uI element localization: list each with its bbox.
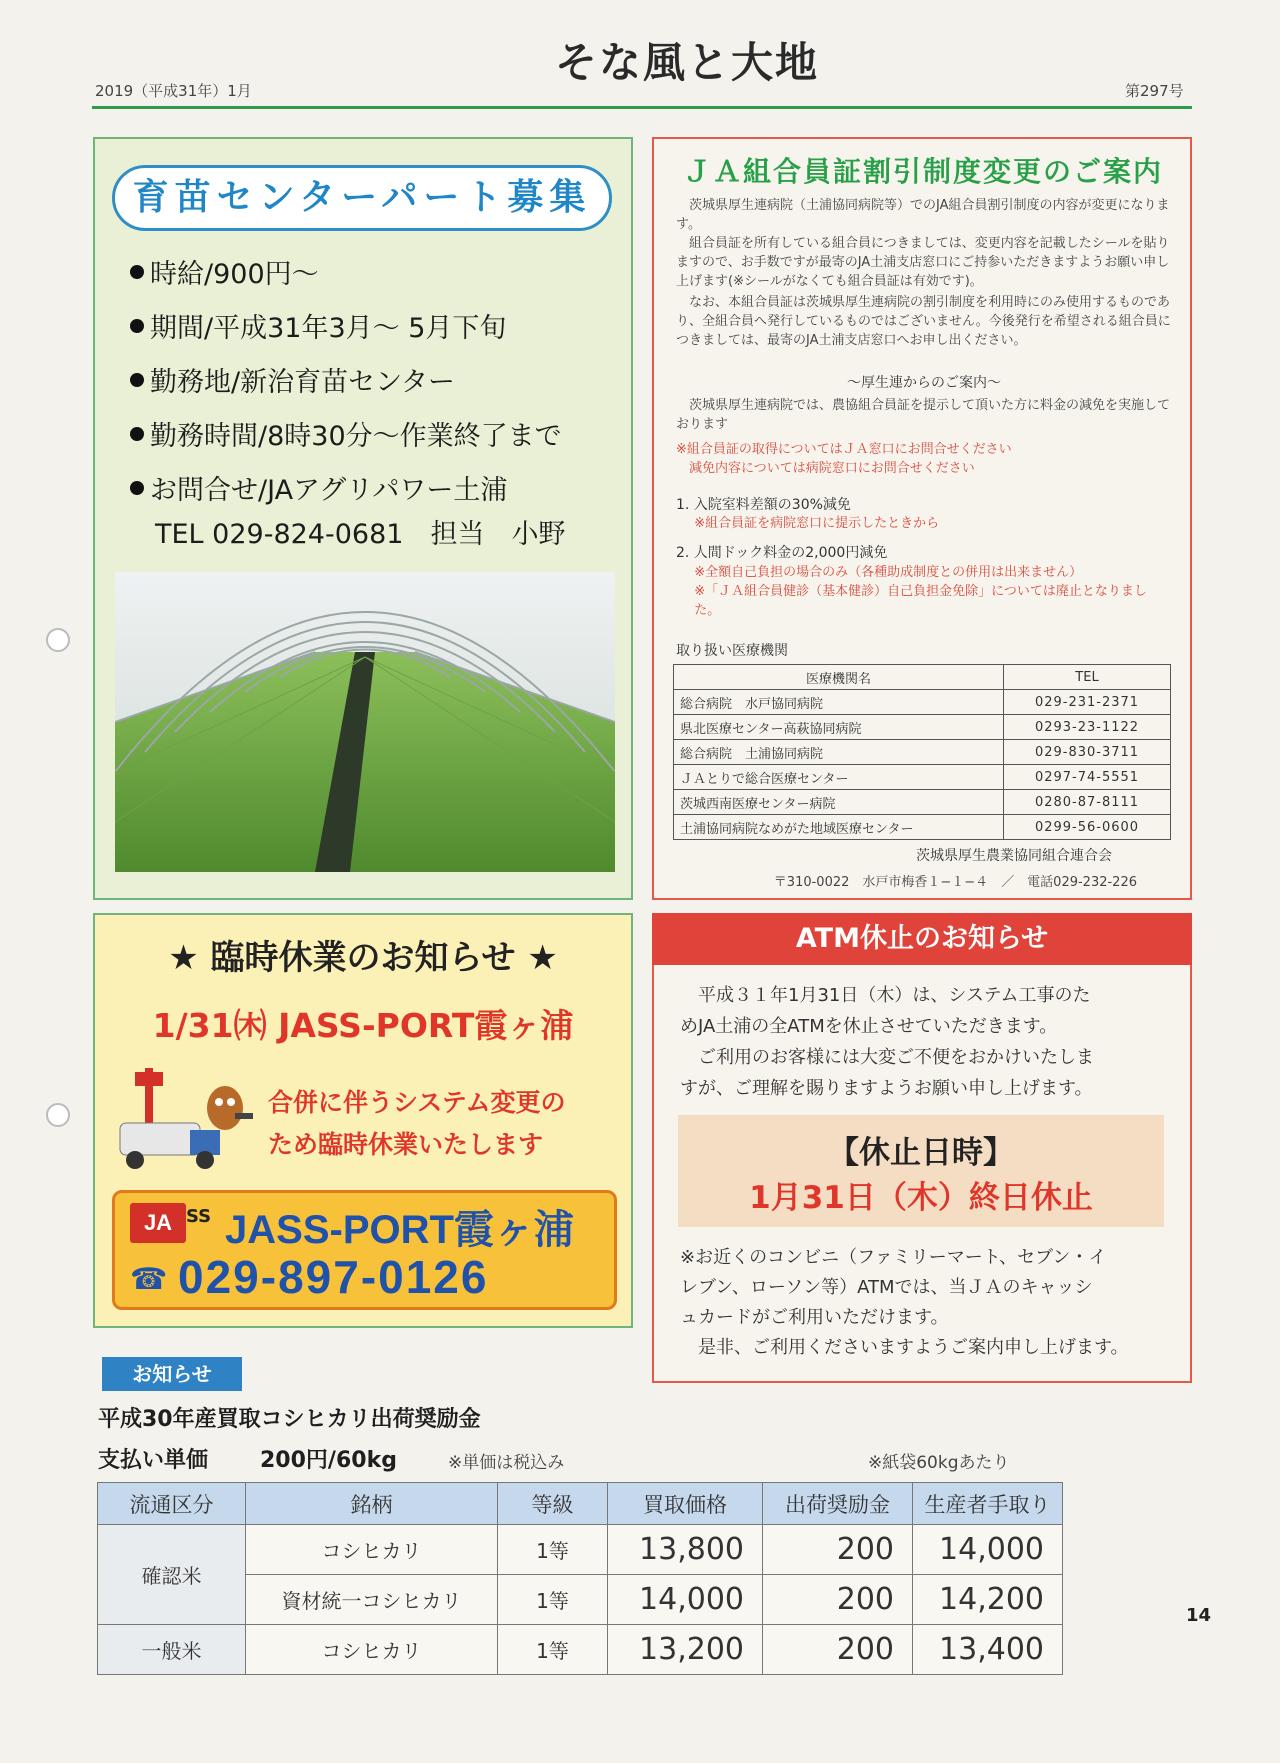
ja-benefit-item: 1. 入院室料差額の30%減免 xyxy=(676,497,851,513)
ja-paragraph: 茨城県厚生連病院（土浦協同病院等）でのJA組合員割引制度の内容が変更になります。 xyxy=(676,198,1170,232)
table-row xyxy=(98,1525,1063,1575)
ja-benefit-note: ※「ＪＡ組合員健診（基本健診）自己負担金免除」については廃止となりました。 xyxy=(694,584,1147,618)
issue-number: 第297号 xyxy=(1125,82,1184,100)
hospital-table xyxy=(673,664,1171,840)
org-address: 〒310-0022 水戸市梅香１−１−４ ／ 電話029-232-226 xyxy=(773,875,1137,890)
store-phone[interactable]: 029-897-0126 xyxy=(178,1251,489,1303)
recruit-item: 勤務地/新治育苗センター xyxy=(130,360,455,399)
shipping-bonus: 200 xyxy=(763,1625,913,1675)
unit-price-label: 支払い単価 xyxy=(98,1448,209,1473)
table-header: 生産者手取り xyxy=(913,1483,1063,1525)
bullet-icon xyxy=(130,481,144,495)
producer-net: 14,200 xyxy=(913,1575,1063,1625)
ja-discount-title: ＪＡ組合員証割引制度変更のご案内 xyxy=(682,155,1163,188)
recruit-item: 時給/900円～ xyxy=(130,252,319,291)
table-row xyxy=(674,690,1171,715)
ja-subheading: ～厚生連からのご案内～ xyxy=(847,375,1001,391)
grade: 1等 xyxy=(498,1625,608,1675)
ja-red-note: ※組合員証の取得についてはＪＡ窓口にお問合せください xyxy=(676,442,1012,457)
table-header: 銘柄 xyxy=(246,1483,498,1525)
ja-paragraph: 組合員証を所有している組合員につきましては、変更内容を記載したシールを貼りますので、お手数ですが最寄のJA土浦支店窓口にご持参いただきますようお願い申し上げます(※シールがなくても組合員証は有効です)。 xyxy=(676,236,1170,289)
recruit-item: お問合せ/JAアグリパワー土浦 xyxy=(130,468,507,507)
shipping-bonus: 200 xyxy=(763,1575,913,1625)
table-header: 等級 xyxy=(498,1483,608,1525)
hospital-name: 茨城西南医療センター病院 xyxy=(674,790,1004,815)
table-row xyxy=(674,790,1171,815)
table-header-row xyxy=(674,665,1171,690)
distribution-category: 確認米 xyxy=(98,1525,246,1625)
table-header: 買取価格 xyxy=(608,1483,763,1525)
hospital-name: 総合病院 水戸協同病院 xyxy=(674,690,1004,715)
hospital-name: 総合病院 土浦協同病院 xyxy=(674,740,1004,765)
atm-note-line: ※お近くのコンビニ（ファミリーマート、セブン・イ xyxy=(680,1247,1107,1268)
ja-benefit-item: 2. 人間ドック料金の2,000円減免 xyxy=(676,545,888,561)
notice-heading: 平成30年産買取コシヒカリ出荷奨励金 xyxy=(98,1407,481,1432)
table-header: TEL xyxy=(1004,665,1171,690)
bullet-icon xyxy=(130,265,144,279)
recruit-item: 勤務時間/8時30分～作業終了まで xyxy=(130,414,562,453)
closure-message: 合併に伴うシステム変更の ため臨時休業いたします xyxy=(268,1088,566,1159)
ja-paragraph: なお、本組合員証は茨城県厚生連病院の割引制度を利用時にのみ使用するものであり、全組合員へ発行しているものではございません。今後発行を希望される組合員につきましては、最寄のJA土浦支店窓口へお申し出ください。 xyxy=(676,295,1171,348)
hospital-tel: 029-231-2371 xyxy=(1004,690,1171,715)
table-header-row xyxy=(98,1483,1063,1525)
table-header: 流通区分 xyxy=(98,1483,246,1525)
grade: 1等 xyxy=(498,1575,608,1625)
table-row xyxy=(674,715,1171,740)
store-name: JASS-PORT霞ヶ浦 xyxy=(225,1208,574,1252)
page-number: 14 xyxy=(1186,1605,1212,1626)
shipping-bonus: 200 xyxy=(763,1525,913,1575)
atm-line: めJA土浦の全ATMを休止させていただきます。 xyxy=(680,1016,1058,1037)
hospital-tel: 0299-56-0600 xyxy=(1004,815,1171,840)
rice-price-table xyxy=(97,1482,1063,1675)
table-row xyxy=(674,815,1171,840)
hospital-tel: 0297-74-5551 xyxy=(1004,765,1171,790)
brand: コシヒカリ xyxy=(246,1525,498,1575)
ja-intro: 茨城県厚生連病院では、農協組合員証を提示して頂いた方に料金の減免を実施しております xyxy=(676,398,1171,432)
atm-note-line: レブン、ローソン等）ATMでは、当ＪＡのキャッシ xyxy=(680,1277,1093,1298)
atm-closure-value: 1月31日（木）終日休止 xyxy=(749,1180,1093,1216)
atm-line: すが、ご理解を賜りますようお願い申し上げます。 xyxy=(680,1078,1093,1099)
distribution-category: 一般米 xyxy=(98,1625,246,1675)
grade: 1等 xyxy=(498,1525,608,1575)
producer-net: 14,000 xyxy=(913,1525,1063,1575)
bullet-icon xyxy=(130,319,144,333)
purchase-price: 13,200 xyxy=(608,1625,763,1675)
table-row xyxy=(674,740,1171,765)
recruit-contact-tel: TEL 029-824-0681 担当 小野 xyxy=(155,519,566,550)
punch-hole xyxy=(46,1103,70,1127)
atm-note-line: ュカードがご利用いただけます。 xyxy=(680,1307,949,1328)
purchase-price: 13,800 xyxy=(608,1525,763,1575)
issue-date: 2019（平成31年）1月 xyxy=(95,82,252,100)
producer-net: 13,400 xyxy=(913,1625,1063,1675)
atm-note-line: 是非、ご利用くださいますようご案内申し上げます。 xyxy=(680,1337,1129,1358)
ja-benefit-note: ※組合員証を病院窓口に提示したときから xyxy=(694,516,940,531)
phone-icon: ☎ xyxy=(130,1262,168,1297)
unit-price-value: 200円/60kg xyxy=(260,1448,397,1473)
table-header: 出荷奨励金 xyxy=(763,1483,913,1525)
bullet-icon xyxy=(130,427,144,441)
ss-logo-text: SS xyxy=(186,1206,212,1227)
atm-line: ご利用のお客様には大変ご不便をおかけいたしま xyxy=(680,1047,1094,1068)
recruit-title: 育苗センターパート募集 xyxy=(112,165,612,231)
closure-title: ★ 臨時休業のお知らせ ★ xyxy=(168,938,558,978)
hospital-tel: 0293-23-1122 xyxy=(1004,715,1171,740)
newsletter-logo: そな風と大地 xyxy=(555,38,820,87)
org-name: 茨城県厚生農業協同組合連合会 xyxy=(916,848,1112,864)
tanker-truck-mascot-icon xyxy=(115,1068,255,1178)
ja-red-note: 減免内容については病院窓口にお問合せください xyxy=(689,461,975,476)
table-row xyxy=(674,765,1171,790)
closure-date: 1/31㈭ JASS-PORT霞ヶ浦 xyxy=(152,1006,574,1045)
tax-note: ※単価は税込み xyxy=(448,1453,565,1473)
table-row xyxy=(98,1625,1063,1675)
hospital-tel: 0280-87-8111 xyxy=(1004,790,1171,815)
greenhouse-photo xyxy=(115,572,615,872)
hospital-name: 土浦協同病院なめがた地域医療センター xyxy=(674,815,1004,840)
ja-table-caption: 取り扱い医療機関 xyxy=(676,643,788,659)
table-header: 医療機関名 xyxy=(674,665,1004,690)
recruit-item: 期間/平成31年3月～ 5月下旬 xyxy=(130,306,506,345)
ja-logo: JA xyxy=(130,1203,186,1243)
hospital-name: 県北医療センター高萩協同病院 xyxy=(674,715,1004,740)
punch-hole xyxy=(46,628,70,652)
atm-closure-label: 【休止日時】 xyxy=(828,1135,1014,1171)
atm-line: 平成３１年1月31日（木）は、システム工事のた xyxy=(680,985,1091,1006)
bullet-icon xyxy=(130,373,144,387)
hospital-name: ＪＡとりで総合医療センター xyxy=(674,765,1004,790)
ja-benefit-note: ※全額自己負担の場合のみ（各種助成制度との併用は出来ません） xyxy=(694,565,1083,580)
brand: コシヒカリ xyxy=(246,1625,498,1675)
header-divider xyxy=(92,106,1192,109)
atm-title: ATM休止のお知らせ xyxy=(652,913,1192,965)
brand: 資材統一コシヒカリ xyxy=(246,1575,498,1625)
purchase-price: 14,000 xyxy=(608,1575,763,1625)
notice-tag: お知らせ xyxy=(102,1357,242,1391)
hospital-tel: 029-830-3711 xyxy=(1004,740,1171,765)
bag-note: ※紙袋60kgあたり xyxy=(868,1453,1010,1473)
